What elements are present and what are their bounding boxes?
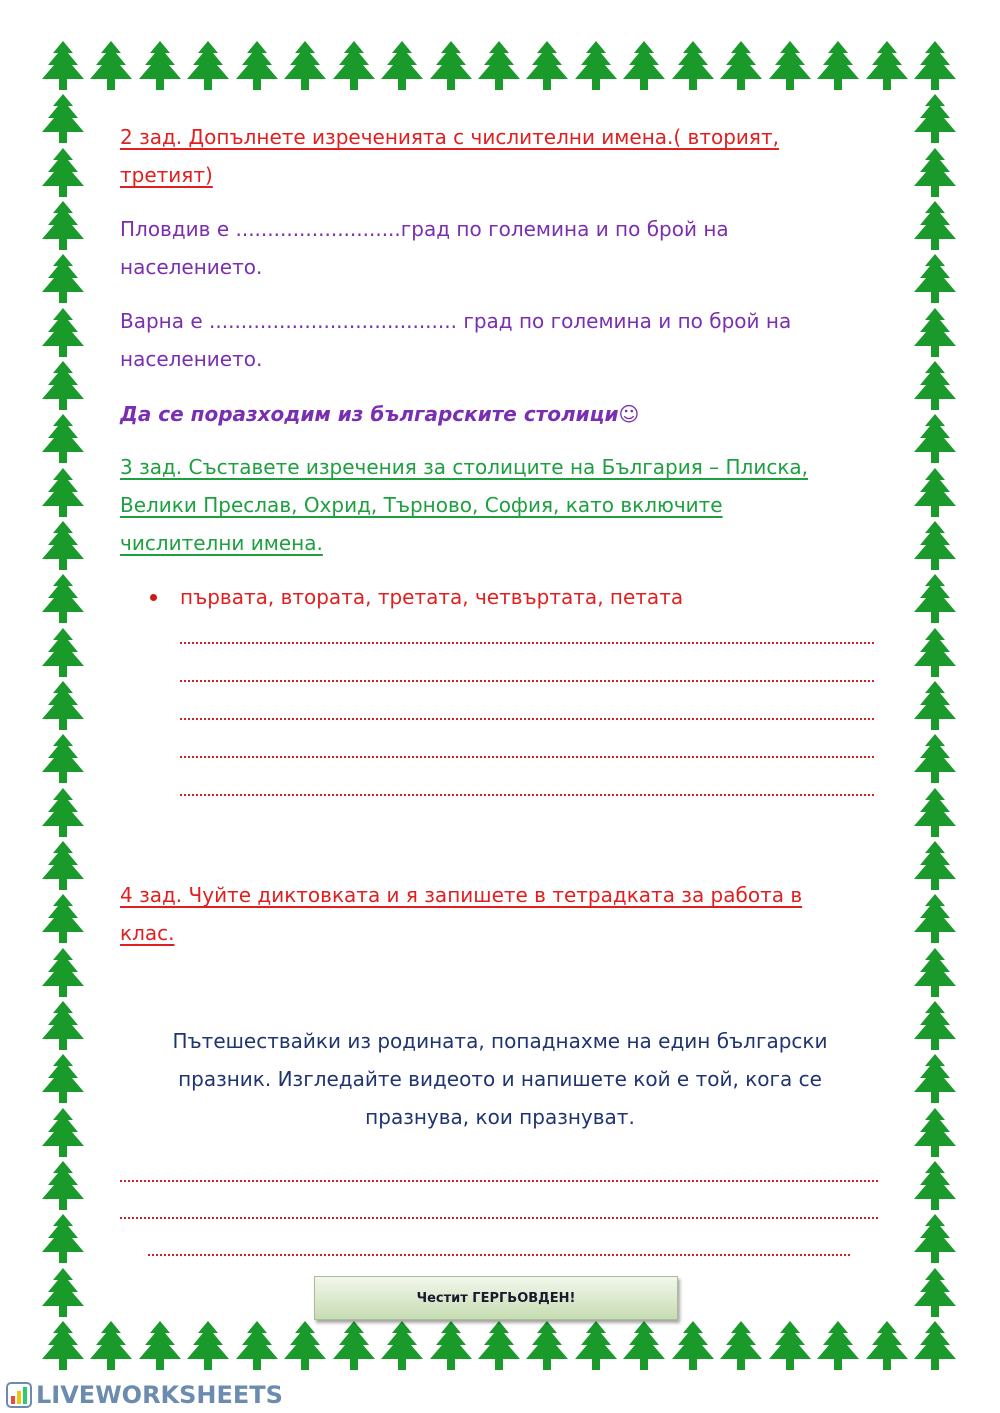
tree-icon: [912, 573, 958, 625]
answer-line[interactable]: [180, 794, 874, 796]
tree-icon: [912, 147, 958, 199]
tree-icon: [670, 1320, 716, 1372]
tree-icon: [40, 1053, 86, 1105]
answer-line[interactable]: [180, 680, 874, 682]
answer-line[interactable]: [120, 1217, 878, 1219]
tree-icon: [912, 1267, 958, 1319]
tree-icon: [282, 40, 328, 92]
tree-icon: [234, 1320, 280, 1372]
tree-icon: [40, 1267, 86, 1319]
tree-icon: [40, 840, 86, 892]
tree-icon: [40, 1213, 86, 1265]
tree-icon: [912, 1107, 958, 1159]
tree-icon: [282, 1320, 328, 1372]
tree-icon: [912, 787, 958, 839]
holiday-line3: празнува, кои празнуват.: [365, 1105, 635, 1129]
tree-icon: [331, 40, 377, 92]
tree-icon: [40, 200, 86, 252]
tree-icon: [40, 787, 86, 839]
tree-icon: [864, 40, 910, 92]
tree-icon: [40, 147, 86, 199]
capitals-heading: Да се поразходим из българските столици☺: [120, 402, 640, 426]
task3-title-line1: 3 зад. Съставете изречения за столиците на България – Плиска,: [120, 455, 809, 479]
tree-icon: [88, 40, 134, 92]
tree-icon: [912, 520, 958, 572]
tree-icon: [912, 40, 958, 92]
tree-icon: [912, 467, 958, 519]
bullet-icon: [150, 594, 157, 601]
tree-icon: [718, 40, 764, 92]
tree-icon: [379, 1320, 425, 1372]
tree-icon: [40, 1107, 86, 1159]
tree-icon: [815, 40, 861, 92]
holiday-line1: Пътешествайки из родината, попаднахме на един български: [172, 1029, 828, 1053]
tree-icon: [912, 413, 958, 465]
tree-icon: [40, 573, 86, 625]
tree-icon: [40, 947, 86, 999]
tree-icon: [476, 1320, 522, 1372]
task3-title-line2: Велики Преслав, Охрид, Търново, София, като включите: [120, 493, 723, 517]
tree-icon: [40, 93, 86, 145]
tree-icon: [40, 253, 86, 305]
tree-icon: [185, 40, 231, 92]
tree-icon: [331, 1320, 377, 1372]
tree-icon: [476, 40, 522, 92]
tree-icon: [524, 40, 570, 92]
tree-icon: [912, 627, 958, 679]
tree-icon: [573, 1320, 619, 1372]
tree-icon: [40, 627, 86, 679]
tree-icon: [40, 360, 86, 412]
tree-icon: [379, 40, 425, 92]
tree-icon: [185, 1320, 231, 1372]
tree-icon: [428, 1320, 474, 1372]
tree-icon: [912, 893, 958, 945]
tree-icon: [912, 733, 958, 785]
tree-icon: [234, 40, 280, 92]
task3-title-line3: числителни имена.: [120, 531, 323, 555]
tree-icon: [767, 40, 813, 92]
task2-title: 2 зад. Допълнете изреченията с числителни имена.( вторият, третият): [120, 125, 779, 187]
tree-icon: [88, 1320, 134, 1372]
tree-icon: [40, 307, 86, 359]
tree-icon: [40, 40, 86, 92]
answer-line[interactable]: [180, 642, 874, 644]
task3-bullet-text: първата, втората, третата, четвъртата, петата: [180, 585, 684, 609]
tree-icon: [912, 200, 958, 252]
tree-icon: [912, 1053, 958, 1105]
tree-icon: [815, 1320, 861, 1372]
tree-icon: [40, 893, 86, 945]
tree-icon: [428, 40, 474, 92]
tree-icon: [912, 1160, 958, 1212]
tree-icon: [40, 520, 86, 572]
tree-icon: [40, 467, 86, 519]
task4-title-line1: 4 зад. Чуйте диктовката и я запишете в тетрадката за работа в: [120, 883, 803, 907]
tree-icon: [912, 307, 958, 359]
tree-icon: [864, 1320, 910, 1372]
tree-icon: [621, 40, 667, 92]
tree-icon: [912, 947, 958, 999]
holiday-banner: [314, 1276, 678, 1320]
tree-icon: [912, 680, 958, 732]
logo-icon: [6, 1382, 32, 1408]
holiday-line2: празник. Изгледайте видеото и напишете кой е той, кога се: [178, 1067, 822, 1091]
tree-icon: [40, 1160, 86, 1212]
tree-icon: [912, 1320, 958, 1372]
task2-sentence-plovdiv: Пловдив е ..........................град по големина и по брой на: [120, 217, 729, 241]
tree-icon: [767, 1320, 813, 1372]
tree-icon: [718, 1320, 764, 1372]
tree-icon: [40, 680, 86, 732]
tree-icon: [912, 253, 958, 305]
task4-title-line2: клас.: [120, 921, 175, 945]
task2-sentence-varna: Варна е ....................................... град по големина и по брой на: [120, 309, 792, 333]
liveworksheets-logo[interactable]: [6, 1380, 283, 1410]
answer-line[interactable]: [120, 1180, 878, 1182]
tree-icon: [621, 1320, 667, 1372]
tree-icon: [40, 733, 86, 785]
tree-icon: [40, 413, 86, 465]
tree-icon: [137, 1320, 183, 1372]
tree-icon: [912, 93, 958, 145]
tree-icon: [40, 1320, 86, 1372]
tree-icon: [524, 1320, 570, 1372]
answer-line[interactable]: [180, 718, 874, 720]
tree-icon: [912, 840, 958, 892]
logo-text: LIVEWORKSHEETS: [36, 1381, 283, 1409]
task2-sentence-varna-end: населението.: [120, 347, 263, 371]
tree-icon: [670, 40, 716, 92]
task2-sentence-plovdiv-end: населението.: [120, 255, 263, 279]
tree-icon: [912, 1213, 958, 1265]
answer-line[interactable]: [180, 756, 874, 758]
tree-icon: [912, 1000, 958, 1052]
tree-icon: [573, 40, 619, 92]
banner-text: Честит ГЕРГЬОВДЕН!: [416, 1290, 576, 1306]
answer-line[interactable]: [148, 1254, 850, 1256]
tree-icon: [912, 360, 958, 412]
tree-icon: [137, 40, 183, 92]
tree-icon: [40, 1000, 86, 1052]
